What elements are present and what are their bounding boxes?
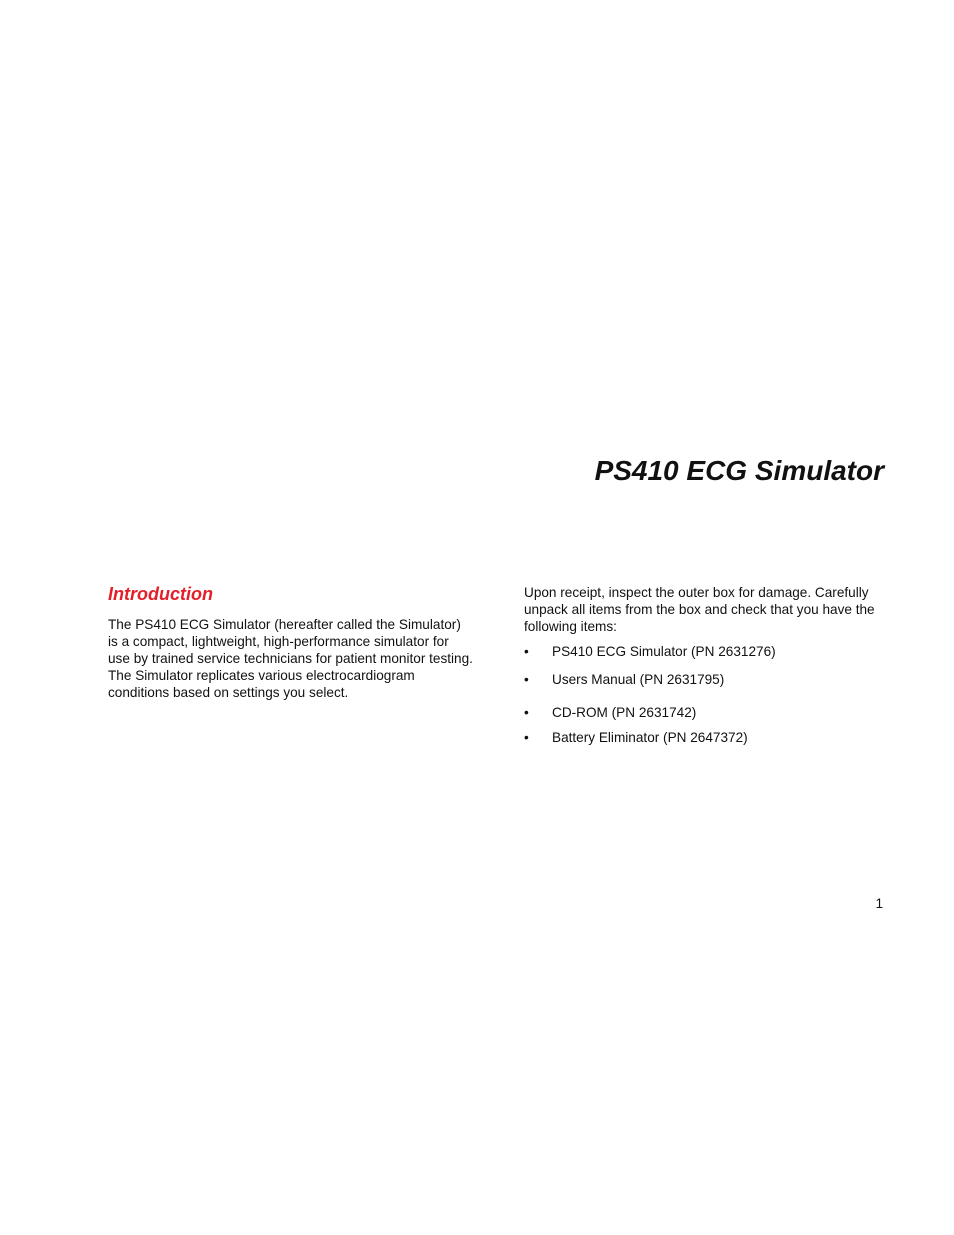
bullet-icon: • [524, 672, 529, 687]
page-number: 1 [875, 896, 883, 911]
list-item-text: Battery Eliminator (PN 2647372) [552, 730, 748, 745]
introduction-paragraph: The PS410 ECG Simulator (hereafter called the Simulator) is a compact, lightweight, high-performance simulator for use by trained service technicians for patient monitor testing. The Simulator replicates various electrocardiogram conditions based on settings you select. [108, 617, 473, 700]
bullet-icon: • [524, 705, 529, 720]
bullet-icon: • [524, 730, 529, 745]
bullet-icon: • [524, 644, 529, 659]
unpacking-section [524, 584, 886, 745]
list-item-text: Users Manual (PN 2631795) [552, 672, 725, 687]
introduction-section [108, 582, 473, 701]
list-item-text: PS410 ECG Simulator (PN 2631276) [552, 644, 776, 659]
list-item-text: CD-ROM (PN 2631742) [552, 705, 697, 720]
introduction-heading: Introduction [108, 584, 213, 604]
unpacking-paragraph: Upon receipt, inspect the outer box for damage. Carefully unpack all items from the box and check that you have the following items: [524, 585, 875, 634]
document-title: PS410 ECG Simulator [594, 455, 884, 486]
